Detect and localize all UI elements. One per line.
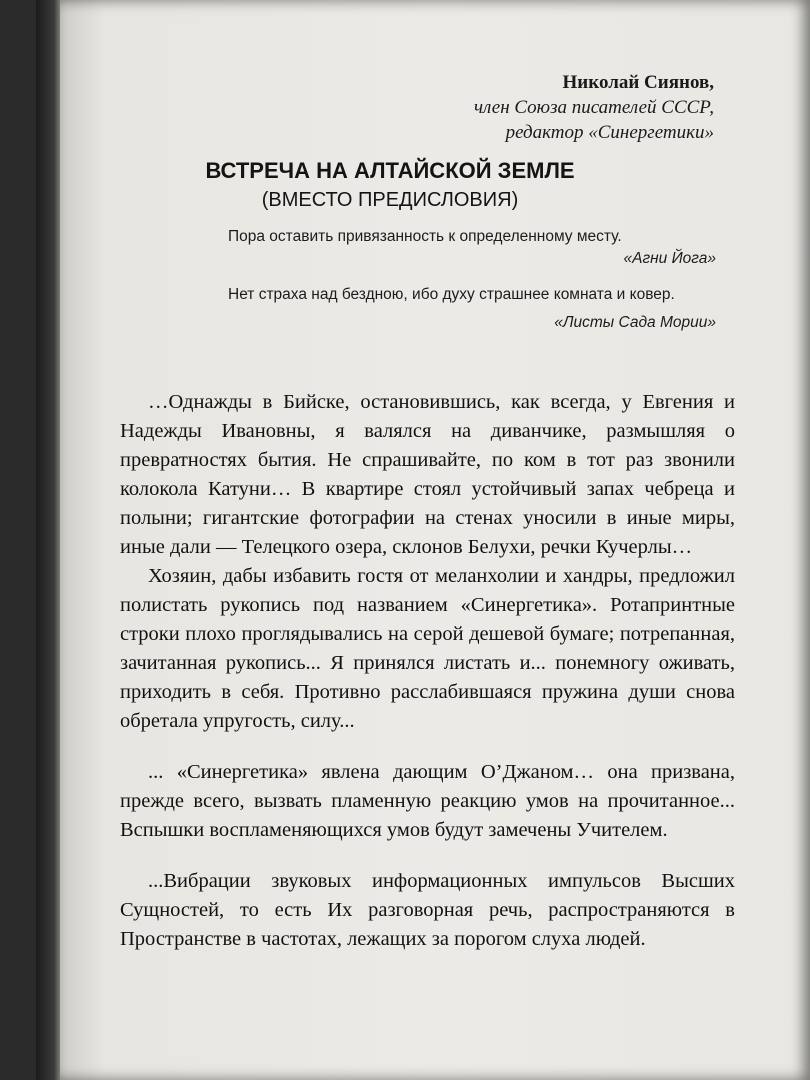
paragraph: ... «Синергетика» явлена дающим О’Джаном… она призвана, прежде всего, вызвать пламенную реакцию умов на прочитанное... Вспышки воспламеняющихся умов будут замечены Учителем. xyxy=(120,761,735,841)
title-subtitle: (ВМЕСТО ПРЕДИСЛОВИЯ) xyxy=(261,189,519,211)
epigraphs xyxy=(228,226,716,348)
author-block xyxy=(474,70,714,145)
paragraph: …Однажды в Бийске, остановившись, как всегда, у Евгения и Надежды Ивановны, я валялся на диванчике, размышляя о превратностях бытия. Не спрашивайте, по ком в тот раз звонили колокола Катуни… В квартире стоял устойчивый запах чебреца и полыни; гигантские фотографии на стенах уносили в иные миры, иные дали — Телецкого озера, склонов Белухи, речки Кучерлы… xyxy=(120,391,735,558)
epigraph-text: Нет страха над бездною, ибо духу страшнее комната и ковер. xyxy=(228,286,675,303)
title-main: ВСТРЕЧА НА АЛТАЙСКОЙ ЗЕМЛЕ xyxy=(205,158,575,183)
author-role: редактор «Синергетики» xyxy=(505,122,714,143)
paragraph: ...Вибрации звуковых информационных импульсов Высших Сущностей, то есть Их разговорная речь, распространяются в Пространстве в частотах, лежащих за порогом слуха людей. xyxy=(120,870,735,950)
epigraph xyxy=(228,284,716,334)
author-role: член Союза писателей СССР, xyxy=(473,97,714,118)
paragraph: Хозяин, дабы избавить гостя от меланхолии и хандры, предложил полистать рукопись под названием «Синергетика». Ротапринтные строки плохо проглядывались на серой дешевой бумаге; потрепанная, зачитанная рукопись... Я принялся листать и... понемногу оживать, приходить в себя. Противно расслабившаяся пружина души снова обретала упругость, силу... xyxy=(120,565,735,732)
body-text xyxy=(120,388,735,954)
epigraph-text: Пора оставить привязанность к определенному месту. xyxy=(228,228,622,245)
chapter-title xyxy=(150,156,630,214)
epigraph-source: «Листы Сада Мории» xyxy=(554,314,716,331)
epigraph xyxy=(228,226,716,270)
author-name: Николай Сиянов, xyxy=(562,72,714,93)
epigraph-source: «Агни Йога» xyxy=(623,250,716,267)
